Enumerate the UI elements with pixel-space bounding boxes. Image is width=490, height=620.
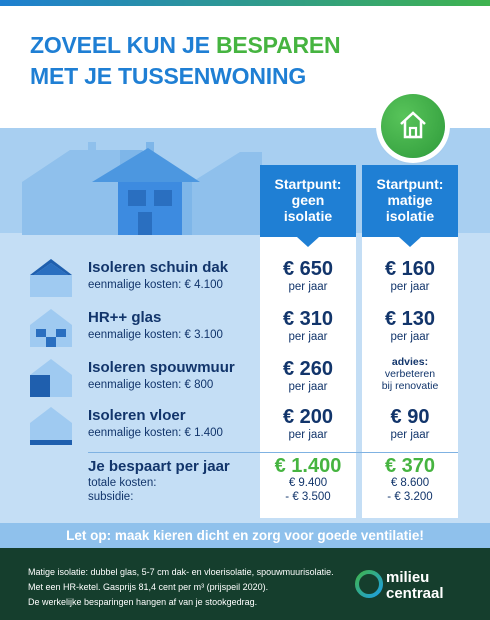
total-subsidy-col2: - € 3.200 [387, 491, 433, 503]
totals-costs-label: totale kosten: [88, 477, 157, 489]
title-line1-part2: BESPAREN [215, 32, 341, 58]
row4-col1-value [260, 406, 356, 442]
ventilation-note: Let op: maak kieren dicht en zorg voor goede ventilatie! [0, 523, 490, 548]
badge-circle [381, 94, 445, 158]
advice-title: advies: [391, 356, 429, 368]
row-cost: eenmalige kosten: € 4.100 [88, 279, 223, 291]
col2-header-line1: Startpunt: [376, 176, 444, 192]
footer-line3: De werkelijke besparingen hangen af van je stookgedrag. [28, 597, 258, 607]
row-cost: eenmalige kosten: € 1.400 [88, 427, 223, 439]
row-name: Isoleren vloer [88, 407, 186, 424]
title-line2: MET JE TUSSENWONING [30, 63, 307, 89]
savings-amount: € 90 [390, 406, 430, 428]
row-name: HR++ glas [88, 309, 162, 326]
top-gradient-bar [0, 0, 490, 6]
total-costs-col2: € 8.600 [390, 477, 430, 489]
savings-amount: € 310 [282, 308, 334, 330]
row2-col1-value [260, 308, 356, 344]
page-title [30, 30, 340, 92]
savings-amount: € 260 [282, 358, 334, 380]
total-subsidy-col1: - € 3.500 [285, 491, 331, 503]
totals-subsidy-label: subsidie: [88, 491, 134, 503]
savings-unit: per jaar [288, 381, 328, 393]
column-header-no-insulation [260, 165, 356, 237]
advice-line2: bij renovatie [381, 380, 439, 392]
row3-col2-advice [362, 356, 458, 392]
roof-insulation-icon [28, 257, 74, 297]
col2-header-line3: isolatie [385, 208, 435, 224]
total-savings-col2: € 370 [384, 455, 436, 477]
row-name: Isoleren spouwmuur [88, 359, 235, 376]
glass-window-icon [28, 307, 74, 347]
title-line1-part1: ZOVEEL KUN JE [30, 32, 216, 58]
house-icon [398, 110, 428, 140]
total-costs-col1: € 9.400 [288, 477, 328, 489]
row1-col1-value [260, 258, 356, 294]
footer-line2: Met een HR-ketel. Gasprijs 81,4 cent per m³ (prijspeil 2020). [28, 582, 269, 592]
savings-unit: per jaar [288, 429, 328, 441]
col1-header-line3: isolatie [283, 208, 333, 224]
savings-unit: per jaar [390, 429, 430, 441]
savings-amount: € 200 [282, 406, 334, 428]
totals-label: Je bespaart per jaar [88, 458, 230, 475]
cavity-wall-icon [28, 357, 74, 397]
col1-header-line1: Startpunt: [274, 176, 342, 192]
savings-amount: € 160 [384, 258, 436, 280]
savings-amount: € 130 [384, 308, 436, 330]
savings-unit: per jaar [390, 281, 430, 293]
col2-header-line2: matige [387, 192, 433, 208]
row2-col2-value [362, 308, 458, 344]
row-name: Isoleren schuin dak [88, 259, 229, 276]
milieu-centraal-logo-icon [354, 568, 384, 600]
row-cost: eenmalige kosten: € 3.100 [88, 329, 223, 341]
savings-unit: per jaar [390, 331, 430, 343]
logo-text-line2: centraal [386, 585, 444, 602]
footer-line1: Matige isolatie: dubbel glas, 5-7 cm dak- en vloerisolatie, spouwmuurisolatie. [28, 567, 334, 577]
savings-unit: per jaar [288, 331, 328, 343]
logo-text-line1: milieu [386, 569, 430, 586]
row1-col2-value [362, 258, 458, 294]
totals-divider [88, 452, 458, 453]
savings-amount: € 650 [282, 258, 334, 280]
floor-insulation-icon [28, 405, 74, 445]
col1-header-line2: geen [291, 192, 325, 208]
row-cost: eenmalige kosten: € 800 [88, 379, 214, 391]
row3-col1-value [260, 358, 356, 394]
advice-line1: verbeteren [384, 368, 436, 380]
savings-unit: per jaar [288, 281, 328, 293]
column-header-moderate-insulation [362, 165, 458, 237]
total-savings-col1: € 1.400 [274, 455, 342, 477]
row-houses-illustration [22, 140, 262, 235]
row4-col2-value [362, 406, 458, 442]
